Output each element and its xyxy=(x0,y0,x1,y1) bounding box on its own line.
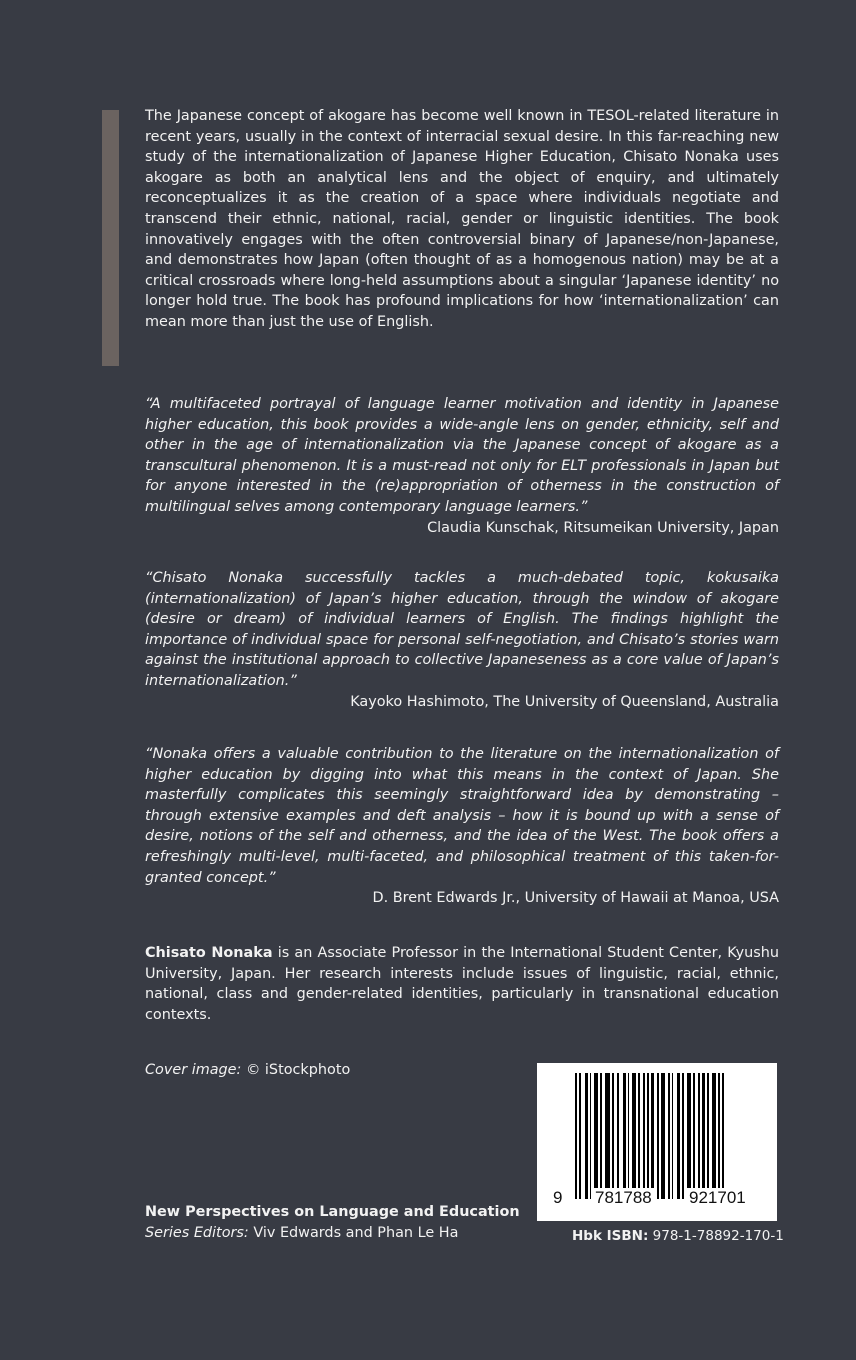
endorsement-2 xyxy=(145,568,779,712)
endorsement-quote: “Chisato Nonaka successfully tackles a much-debated topic, kokusaika (internationalization) of Japan’s higher education, through the window of akogare (desire or dream) of individual learners of English. The findings highlight the importance of individual space for personal self-negotiation, and Chisato’s stories warn against the institutional approach to collective Japaneseness as a core value of Japan’s internationalization.” xyxy=(145,570,779,689)
endorsement-quote: “Nonaka offers a valuable contribution to the literature on the internationalization of higher education by digging into what this means in the context of Japan. She masterfully complicates this seemingly straightforward idea by demonstrating – through extensive examples and deft analysis – how it is bound up with a sense of desire, notions of the self and otherness, and the idea of the West. The book offers a refreshingly multi-level, multi-faceted, and philosophical treatment of this taken-for-granted concept.” xyxy=(145,746,779,886)
blurb-paragraph: The Japanese concept of akogare has become well known in TESOL-related literature in recent years, usually in the context of interracial sexual desire. In this far-reaching new study of the internationalization of Japanese Higher Education, Chisato Nonaka uses akogare as both an analytical lens and the object of enquiry, and ultimately reconceptualizes it as the creation of a space where individuals negotiate and transcend their ethnic, national, racial, gender or linguistic identities. The book innovatively engages with the often controversial binary of Japanese/non-Japanese, and demonstrates how Japan (often thought of as a homogenous nation) may be at a critical crossroads where long-held assumptions about a singular ‘Japanese identity’ no longer hold true. The book has profound implications for how ‘internationalization’ can mean more than just the use of English. xyxy=(145,108,779,330)
barcode-digit: 9 xyxy=(553,1188,563,1207)
barcode-digits-left: 781788 xyxy=(595,1188,652,1207)
series-info: New Perspectives on Language and Education Series Editors: Viv Edwards and Phan Le Ha xyxy=(145,1204,520,1241)
accent-bar xyxy=(102,110,119,366)
barcode xyxy=(537,1063,777,1221)
blurb xyxy=(145,106,779,333)
endorsement-1 xyxy=(145,394,779,538)
endorsement-3 xyxy=(145,744,779,909)
cover-credit: Cover image: © iStockphoto xyxy=(145,1062,351,1078)
isbn: Hbk ISBN: 978-1-78892-170-1 xyxy=(572,1228,784,1244)
endorsement-author: Claudia Kunschak, Ritsumeikan University, Japan xyxy=(427,519,779,536)
series-editors: Viv Edwards and Phan Le Ha xyxy=(248,1225,459,1241)
author-name: Chisato Nonaka xyxy=(145,945,273,961)
author-bio xyxy=(145,943,779,1025)
barcode-bars xyxy=(575,1073,761,1199)
barcode-digits-right: 921701 xyxy=(689,1188,746,1207)
endorsement-author: Kayoko Hashimoto, The University of Queensland, Australia xyxy=(350,693,779,710)
series-title: New Perspectives on Language and Education xyxy=(145,1204,520,1220)
endorsement-author: D. Brent Edwards Jr., University of Hawaii at Manoa, USA xyxy=(372,890,779,907)
endorsement-quote: “A multifaceted portrayal of language learner motivation and identity in Japanese higher education, this book provides a wide-angle lens on gender, ethnicity, self and other in the age of internationalization via the Japanese concept of akogare as a transcultural phenomenon. It is a must-read not only for ELT professionals in Japan but for anyone interested in the (re)appropriation of otherness in the construction of multilingual selves among contemporary language learners.” xyxy=(145,396,779,515)
bio-text: is an Associate Professor in the International Student Center, Kyushu University, Japan. Her research interests include issues of linguistic, racial, ethnic, national, class and gender-related identities, particularly in transnational education contexts. xyxy=(145,945,779,1023)
